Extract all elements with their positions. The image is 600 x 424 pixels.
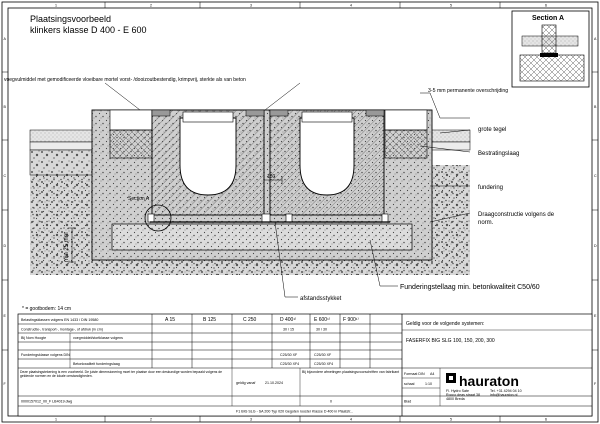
address-2: Rocco deas straat 38 xyxy=(446,393,480,397)
row-tick-e: E xyxy=(3,314,6,318)
row-tick-c-right: C xyxy=(594,174,597,178)
note-overshoot: 3-5 mm permanente overschrijding xyxy=(428,88,509,94)
label-subgrade-1: Draagconstructie volgens de xyxy=(478,212,555,218)
brand-name: hauraton xyxy=(459,373,519,389)
col-tick-5: 5 xyxy=(450,3,452,8)
std-label: Belastingsklassen volgens EN 1433 / DIN 19580 xyxy=(21,318,99,322)
row-tick-f-right: F xyxy=(594,382,597,386)
col-tick-2: 2 xyxy=(150,3,152,8)
row2-note: voegmiddel/stortklasse volgens xyxy=(73,336,123,340)
class-f900: F 900¹⁾ xyxy=(343,317,359,323)
desc-heading: Geldig voor de volgende systemen: xyxy=(406,321,485,327)
valid-label: geldig vanaf xyxy=(236,381,256,385)
row1-val-e: 30 / 30 xyxy=(316,327,327,332)
disclaimer-notes: Deze plaatsingstekening is een voorbeeld. De juiste dimensionering moet ter plaatse door een deskundige worden bepaald volgens de geldende normen en de lokale omstandigheden. xyxy=(20,370,223,379)
row-tick-d-right: D xyxy=(594,244,597,248)
col-tick-6: 6 xyxy=(545,3,547,8)
col-tick-5-bottom: 5 xyxy=(450,417,452,422)
doc-id: 0000157012_00_F LB4019.dwg xyxy=(21,399,73,404)
title-line-2: klinkers klasse D 400 - E 600 xyxy=(30,25,147,35)
svg-text:180: 180 xyxy=(267,174,276,180)
row1-label: Constructie-, transport-, montage-, of afdruk (in cm) xyxy=(21,327,103,332)
row3-val-e: C25/30 XF xyxy=(314,353,332,357)
address-1: Fl. Hydro Sate xyxy=(446,389,469,393)
row4-val-d: C25/30 XF4 xyxy=(280,362,300,366)
label-foundation-layer: Funderingstellaag min. betonkwaliteit C50/60 xyxy=(400,284,540,291)
sheet-number: 0 xyxy=(330,399,332,404)
drawing-title: F1 BIG SLG - SA 200 Typ 020 Gegoten rooster Klasse D 400 in Plaatstr... xyxy=(236,409,354,414)
class-d400: D 400¹⁾ xyxy=(280,317,297,323)
label-spacer: afstandsstykket xyxy=(300,296,342,302)
format-label: Formaat DIN xyxy=(404,372,425,376)
row-tick-a: A xyxy=(3,37,6,41)
grate-left xyxy=(183,112,233,122)
system-list: FASERFIX BIG SLG 100, 150, 200, 300 xyxy=(406,338,495,344)
row-tick-d: D xyxy=(3,244,7,248)
format-value: A4 xyxy=(430,372,435,376)
col-tick-2-bottom: 2 xyxy=(150,417,152,422)
row4-label: Betonkwaliteit funderingslaag xyxy=(73,362,120,366)
row3-label: Funderingsklasse volgens DIN xyxy=(21,353,70,357)
section-a-detail xyxy=(512,11,589,87)
drainage-channel-left xyxy=(152,110,264,215)
label-foundation: fundering xyxy=(478,185,504,191)
contact-note: Bij bijzondere afmetingen plaatsingsvoorschriften van fabrikant xyxy=(302,370,400,374)
row-tick-a-right: A xyxy=(594,37,597,41)
sheet-label: Blad xyxy=(404,399,412,404)
col-tick-6-bottom: 6 xyxy=(545,417,547,422)
class-c250: C 250 xyxy=(243,317,257,323)
email: info@hauraton.nl xyxy=(490,393,518,397)
col-tick-4: 4 xyxy=(350,3,352,8)
label-tile: grote tegel xyxy=(478,127,507,133)
class-e600: E 600¹⁾ xyxy=(314,317,330,323)
tel: Tel. +31 4294 04 10 xyxy=(490,389,522,393)
svg-text:min 25 mm: min 25 mm xyxy=(64,232,70,262)
col-tick-4-bottom: 4 xyxy=(350,417,352,422)
section-a-label: Section A xyxy=(532,15,565,22)
note-joint-filler: voegvulmiddel met gemodificeerde vloeibare mortel vorst- /dooizoutbestendig, krimpvrij, sterkte als van beton xyxy=(4,77,246,83)
col-tick-1-bottom: 1 xyxy=(55,417,57,422)
col-tick-3: 3 xyxy=(250,3,252,8)
section-a-mark-label: Section A xyxy=(128,196,150,202)
row-tick-b-right: B xyxy=(594,105,597,109)
valid-date: 21.10.2024 xyxy=(265,381,283,385)
scale-label: schaal xyxy=(404,382,415,386)
label-bedding: Bestratingslaag xyxy=(478,151,520,157)
label-subgrade-2: norm. xyxy=(478,220,494,226)
row-tick-e-right: E xyxy=(594,314,597,318)
row-tick-f: F xyxy=(3,382,6,386)
row2-label: Bij Nom Hoogte xyxy=(21,336,47,340)
row-tick-c: C xyxy=(3,174,7,178)
class-a15: A 15 xyxy=(165,317,176,323)
class-b125: B 125 xyxy=(203,317,217,323)
drainage-channel-right xyxy=(270,110,384,215)
footnote: * = gootbodem: 14 cm xyxy=(22,306,72,312)
col-tick-1: 1 xyxy=(55,3,57,8)
row3-val-d: C25/30 XF xyxy=(280,353,298,357)
scale-value: 1:10 xyxy=(425,382,432,386)
row4-val-e: C25/30 XF4 xyxy=(314,362,334,366)
row1-val-d: 30 / 15 xyxy=(283,327,294,332)
title-line-1: Plaatsingsvoorbeeld xyxy=(30,14,112,24)
address-3: 4800 Breda xyxy=(446,397,465,401)
col-tick-3-bottom: 3 xyxy=(250,417,252,422)
row-tick-b: B xyxy=(3,105,6,109)
grate-right xyxy=(302,112,352,122)
